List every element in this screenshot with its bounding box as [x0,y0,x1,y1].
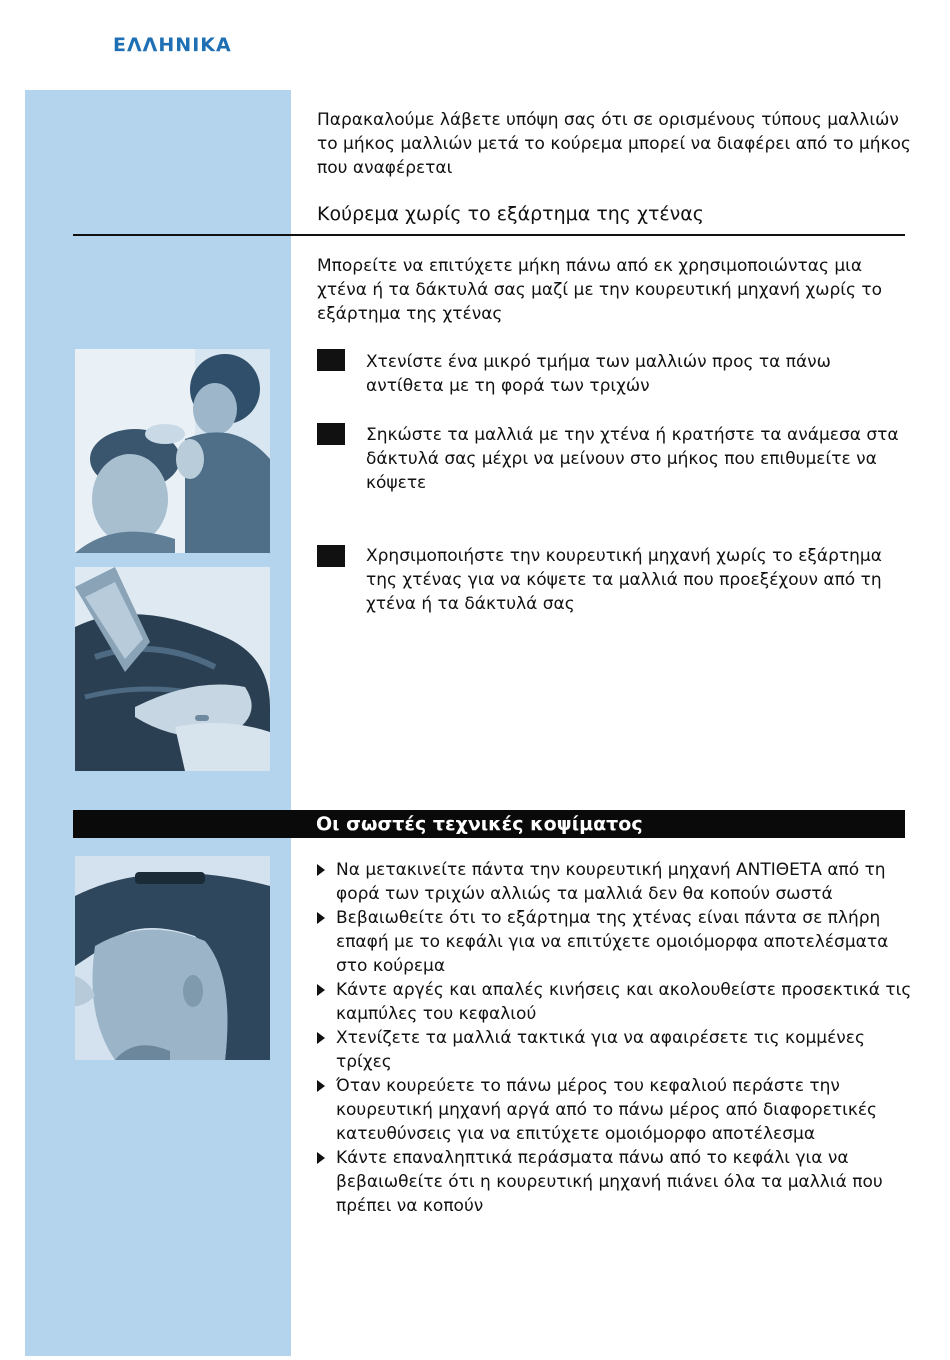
step-text-2: Σηκώστε τα μαλλιά με την χτένα ή κρατήστε τα ανάμεσα στα δάκτυλά σας μέχρι να μείνουν στο μήκος που επιθυμείτε να κόψετε [366,425,899,493]
banner-title: Οι σωστές τεχνικές κοψίματος [316,813,643,835]
tip-text: Κάντε αργές και απαλές κινήσεις και ακολουθείστε προσεκτικά τις καμπύλες του κεφαλιού [336,980,912,1024]
tip-text: Να μετακινείτε πάντα την κουρευτική μηχανή ΑΝΤΙΘΕΤΑ από τη φορά των τριχών αλλιώς τα μαλλιά δεν θα κοπούν σωστά [336,860,886,904]
bullet-arrow-icon [317,864,325,876]
section-divider [73,234,905,236]
list-item [317,1026,917,1074]
intro-paragraph: Παρακαλούμε λάβετε υπόψη σας ότι σε ορισμένους τύπους μαλλιών το μήκος μαλλιών μετά το κούρεμα μπορεί να διαφέρει από το μήκος που αναφέρεται [317,110,911,178]
bullet-arrow-icon [317,1080,325,1092]
list-item [317,1074,917,1146]
photo-profile-haircut [75,856,270,1060]
step-text-3: Χρησιμοποιήστε την κουρευτική μηχανή χωρίς το εξάρτημα της χτένας για να κόψετε τα μαλλιά που προεξέχουν από τη χτένα ή τα δάκτυλά σας [366,546,882,614]
bullet-arrow-icon [317,1032,325,1044]
language-label: ΕΛΛΗΝΙΚΑ [113,34,232,56]
list-item [317,978,917,1026]
list-item [317,906,917,978]
section-title: Κούρεμα χωρίς το εξάρτημα της χτένας [317,203,704,225]
photo-combing-hair [75,349,270,553]
photo-clipper-fingers [75,567,270,771]
step-marker-3 [317,545,345,567]
bullet-arrow-icon [317,912,325,924]
step-text-1: Χτενίστε ένα μικρό τμήμα των μαλλιών προς τα πάνω αντίθετα με τη φορά των τριχών [366,352,831,396]
list-item [317,858,917,906]
step-marker-1 [317,349,345,371]
list-item [317,1146,917,1218]
tip-text: Όταν κουρεύετε το πάνω μέρος του κεφαλιού περάστε την κουρευτική μηχανή αργά από το πάνω μέρος από διαφορετικές κατευθύνσεις για να επιτύχετε ομοιόμορφο αποτέλεσμα [336,1076,878,1144]
tips-list [317,858,917,1218]
tip-text: Βεβαιωθείτε ότι το εξάρτημα της χτένας είναι πάντα σε πλήρη επαφή με το κεφάλι για να επιτύχετε ομοιόμορφα αποτελέσματα στο κούρεμα [336,908,889,976]
tip-text: Χτενίζετε τα μαλλιά τακτικά για να αφαιρέσετε τις κομμένες τρίχες [336,1028,865,1072]
section-banner [73,810,905,838]
tip-text: Κάντε επαναληπτικά περάσματα πάνω από το κεφάλι για να βεβαιωθείτε ότι η κουρευτική μηχανή πιάνει όλα τα μαλλιά που πρέπει να κοπούν [336,1148,883,1216]
bullet-arrow-icon [317,1152,325,1164]
bullet-arrow-icon [317,984,325,996]
step-marker-2 [317,423,345,445]
section-body: Μπορείτε να επιτύχετε μήκη πάνω από εκ χρησιμοποιώντας μια χτένα ή τα δάκτυλά σας μαζί με την κουρευτική μηχανή χωρίς το εξάρτημα της χτένας [317,256,883,324]
